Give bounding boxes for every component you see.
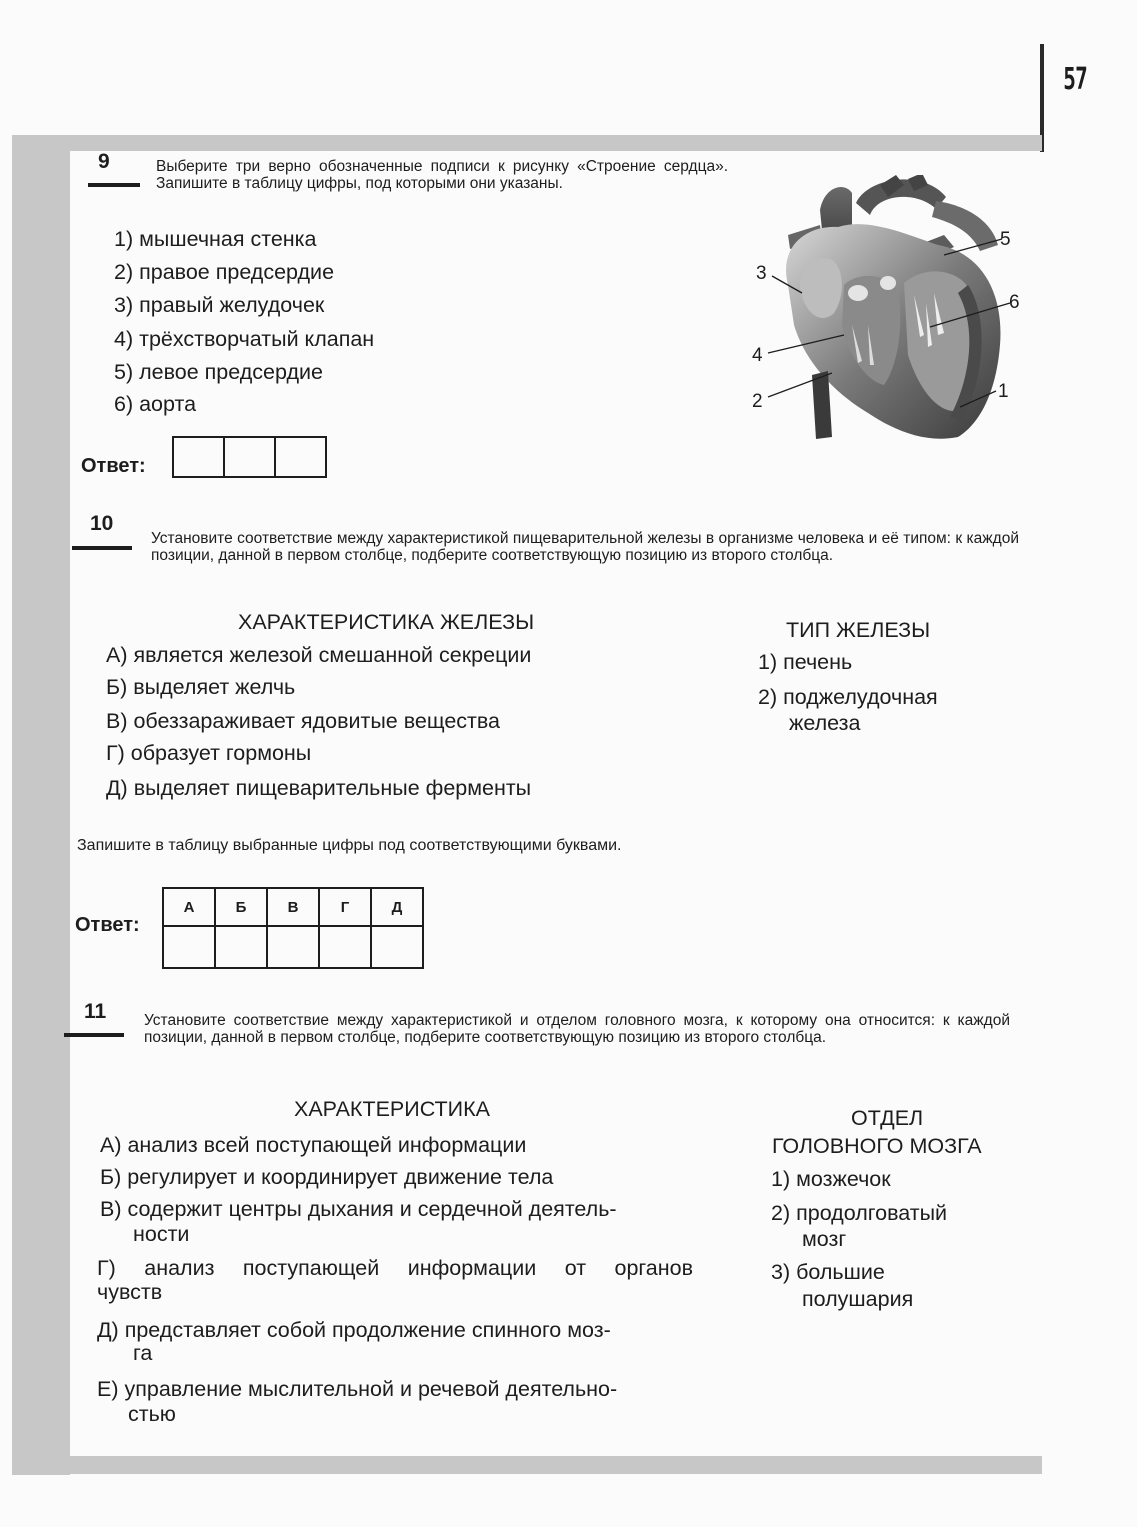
- characteristic-b: Б) регулирует и координирует движение тела: [100, 1165, 554, 1189]
- characteristic-d-continued: га: [133, 1341, 153, 1365]
- right-column-header: ТИП ЖЕЛЕЗЫ: [786, 618, 931, 642]
- figure-label-3: 3: [756, 263, 767, 284]
- answer-cell[interactable]: [224, 437, 275, 477]
- characteristic-a: А) анализ всей поступающей информации: [100, 1133, 527, 1157]
- type-1: 1) печень: [758, 650, 853, 674]
- question-instruction: Выберите три верно обозначенные подписи к рисунку «Строение сердца». Запишите в таблицу цифры, под которыми они указаны.: [156, 158, 728, 192]
- answer-table: [162, 887, 424, 969]
- characteristic-d: Д) выделяет пищеварительные ферменты: [106, 776, 532, 800]
- question-instruction: Установите соответствие между характеристикой пищеварительной железы в организме человека и её типом: к каждой позиции, данной в первом столбце, подберите соответствующую позицию из второго столбца.: [151, 530, 1019, 564]
- option-4: 4) трёхстворчатый клапан: [114, 327, 375, 351]
- characteristic-g-line: Г) анализ поступающей информации от органов: [97, 1256, 693, 1280]
- question-number: 11: [84, 1000, 107, 1023]
- letter-header: Б: [215, 888, 267, 926]
- question-instruction: Установите соответствие между характеристикой и отделом головного мозга, к которому она относится: к каждой позиции, данной в первом столбце, подберите соответствующую позицию из второго столбца.: [144, 1012, 1010, 1046]
- heart-illustration: [786, 175, 1000, 439]
- characteristic-d: Д) представляет собой продолжение спинного моз-: [97, 1318, 611, 1342]
- option-6: 6) аорта: [114, 392, 197, 416]
- answer-cell[interactable]: [319, 926, 371, 968]
- question-marker-line: [88, 183, 140, 187]
- brain-part-2: 2) продолговатый: [771, 1201, 948, 1225]
- letter-header: Г: [319, 888, 371, 926]
- question-number: 9: [98, 150, 110, 173]
- question-marker-line: [72, 546, 132, 550]
- characteristic-b: Б) выделяет желчь: [106, 675, 296, 699]
- answer-cell[interactable]: [267, 926, 319, 968]
- question-marker-line: [64, 1033, 124, 1037]
- option-3: 3) правый желудочек: [114, 293, 325, 317]
- answer-label: Ответ:: [75, 914, 140, 936]
- letter-header: Д: [371, 888, 423, 926]
- figure-label-1: 1: [998, 381, 1009, 402]
- brain-part-2-continued: мозг: [802, 1227, 847, 1251]
- answer-cell[interactable]: [215, 926, 267, 968]
- question-number: 10: [90, 512, 114, 535]
- right-column-header-2: ГОЛОВНОГО МОЗГА: [772, 1134, 982, 1158]
- letter-header: А: [163, 888, 215, 926]
- left-column-header: ХАРАКТЕРИСТИКА ЖЕЛЕЗЫ: [238, 610, 535, 634]
- figure-label-5: 5: [1000, 229, 1011, 250]
- brain-part-3-continued: полушария: [802, 1287, 914, 1311]
- left-column-header: ХАРАКТЕРИСТИКА: [294, 1097, 490, 1121]
- heart-diagram: [748, 175, 1043, 445]
- figure-label-6: 6: [1009, 292, 1020, 313]
- answer-table: [172, 436, 327, 478]
- characteristic-v: В) обеззараживает ядовитые вещества: [106, 709, 501, 733]
- answer-label: Ответ:: [81, 455, 146, 477]
- table-instruction: Запишите в таблицу выбранные цифры под соответствующими буквами.: [77, 837, 622, 854]
- frame-bottom: [12, 1456, 1042, 1474]
- characteristic-e-continued: стью: [128, 1402, 176, 1426]
- brain-part-1: 1) мозжечок: [771, 1167, 891, 1191]
- brain-part-3: 3) большие: [771, 1260, 885, 1284]
- answer-cell[interactable]: [275, 437, 326, 477]
- frame-left: [12, 135, 70, 1475]
- answer-cell[interactable]: [163, 926, 215, 968]
- characteristic-g-continued: чувств: [97, 1280, 163, 1304]
- option-1: 1) мышечная стенка: [114, 227, 317, 251]
- type-2-continued: железа: [789, 711, 861, 735]
- characteristic-v: В) содержит центры дыхания и сердечной деятель-: [100, 1197, 617, 1221]
- figure-label-2: 2: [752, 391, 763, 412]
- characteristic-g: Г) образует гормоны: [106, 741, 312, 765]
- right-column-header: ОТДЕЛ: [851, 1106, 924, 1130]
- letter-header: В: [267, 888, 319, 926]
- answer-cell[interactable]: [371, 926, 423, 968]
- characteristic-e: Е) управление мыслительной и речевой деятельно-: [97, 1377, 618, 1401]
- figure-label-4: 4: [752, 345, 763, 366]
- characteristic-g: [97, 1256, 693, 1281]
- characteristic-a: А) является железой смешанной секреции: [106, 643, 532, 667]
- characteristic-v-continued: ности: [133, 1222, 190, 1246]
- option-5: 5) левое предсердие: [114, 360, 323, 384]
- option-2: 2) правое предсердие: [114, 260, 335, 284]
- frame-top: [12, 135, 1042, 151]
- answer-cell[interactable]: [173, 437, 224, 477]
- page-number: 57: [1063, 62, 1087, 97]
- type-2: 2) поджелудочная: [758, 685, 938, 709]
